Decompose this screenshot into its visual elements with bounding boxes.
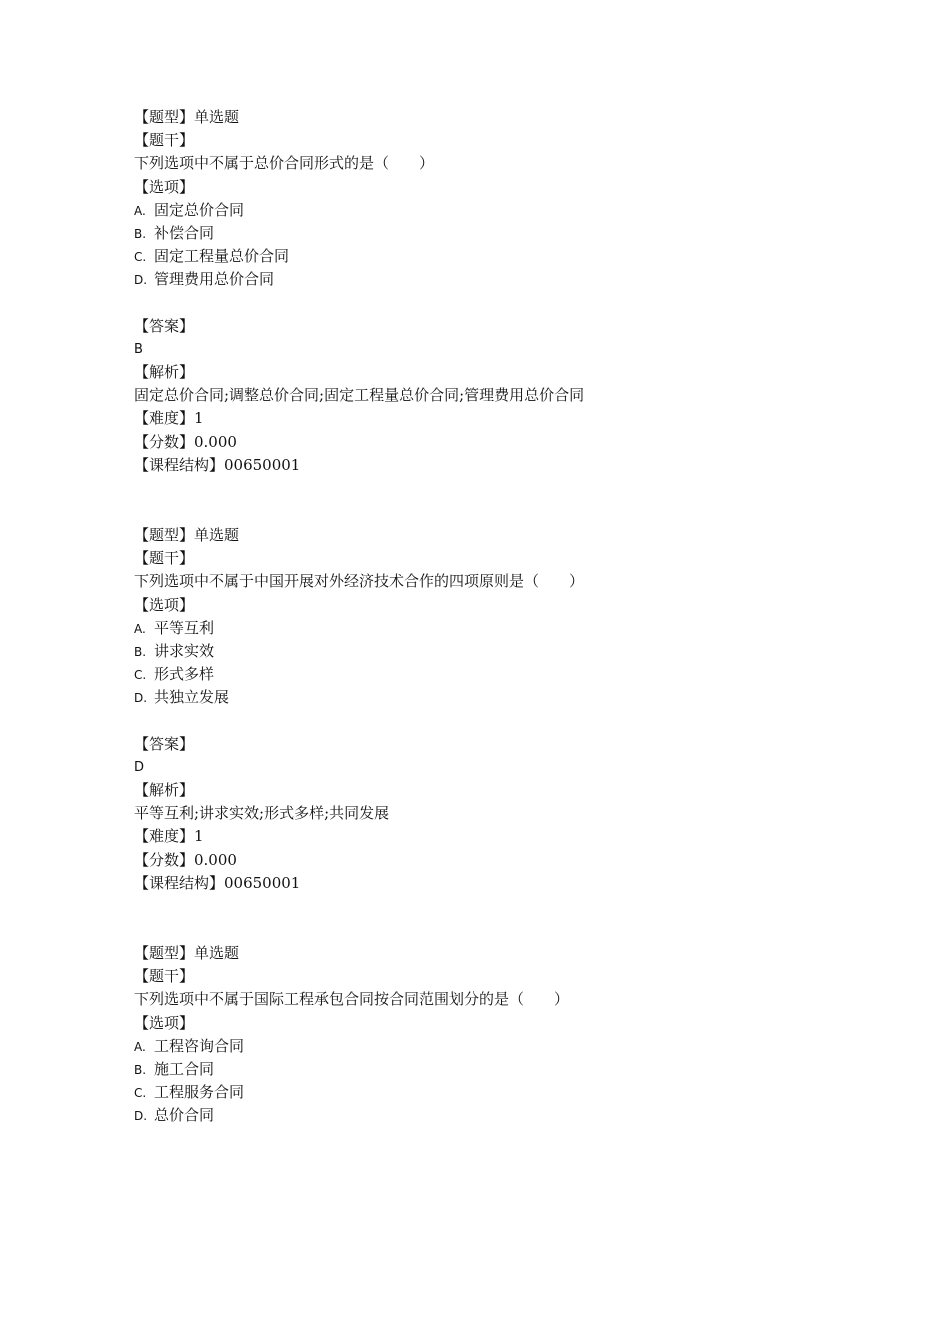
question-type: 【题型】单选题 — [134, 526, 240, 544]
question-stem: 下列选项中不属于中国开展对外经济技术合作的四项原则是（ ） — [134, 572, 585, 591]
option-text: 讲求实效 — [154, 641, 215, 660]
analysis-text: 平等互利;讲求实效;形式多样;共同发展 — [134, 804, 390, 823]
option-letter: A. — [134, 203, 146, 218]
option-letter: A. — [134, 1039, 146, 1054]
analysis-label: 【解析】 — [134, 781, 195, 800]
score: 【分数】0.000 — [134, 850, 237, 869]
analysis-label: 【解析】 — [134, 363, 195, 382]
option-b — [134, 1058, 834, 1081]
option-c — [134, 1081, 834, 1104]
question-block-1 — [134, 106, 834, 477]
answer-value: D — [134, 759, 145, 775]
difficulty: 【难度】1 — [134, 827, 204, 846]
spacer — [134, 710, 834, 733]
option-d — [134, 268, 834, 291]
option-text: 补偿合同 — [154, 223, 215, 242]
answer-value: B — [134, 341, 143, 357]
spacer — [134, 292, 834, 315]
stem-label: 【题干】 — [134, 131, 195, 150]
question-stem: 下列选项中不属于国际工程承包合同按合同范围划分的是（ ） — [134, 990, 570, 1009]
option-text: 平等互利 — [154, 618, 215, 637]
question-type: 【题型】单选题 — [134, 108, 240, 126]
option-text: 共独立发展 — [154, 688, 230, 707]
question-block-2 — [134, 524, 834, 895]
option-letter: C. — [134, 1086, 147, 1101]
difficulty: 【难度】1 — [134, 409, 204, 428]
option-letter: D. — [134, 273, 148, 288]
answer-label: 【答案】 — [134, 316, 195, 335]
analysis-text: 固定总价合同;调整总价合同;固定工程量总价合同;管理费用总价合同 — [134, 386, 585, 405]
option-text: 工程咨询合同 — [154, 1036, 245, 1055]
option-letter: C. — [134, 250, 147, 265]
option-b — [134, 222, 834, 245]
answer-label: 【答案】 — [134, 734, 195, 753]
option-letter: C. — [134, 668, 147, 683]
score: 【分数】0.000 — [134, 432, 237, 451]
option-d — [134, 1104, 834, 1127]
option-d — [134, 686, 834, 709]
options-label: 【选项】 — [134, 177, 195, 196]
option-a — [134, 1035, 834, 1058]
option-text: 固定总价合同 — [154, 200, 245, 219]
option-c — [134, 663, 834, 686]
stem-label: 【题干】 — [134, 967, 195, 986]
course-structure: 【课程结构】00650001 — [134, 455, 301, 474]
option-letter: B. — [134, 1062, 147, 1077]
option-letter: B. — [134, 644, 147, 659]
option-text: 施工合同 — [154, 1059, 215, 1078]
course-structure: 【课程结构】00650001 — [134, 873, 301, 892]
option-text: 管理费用总价合同 — [154, 270, 275, 289]
option-b — [134, 640, 834, 663]
option-text: 形式多样 — [154, 665, 215, 684]
question-block-3 — [134, 942, 834, 1128]
options-label: 【选项】 — [134, 1013, 195, 1032]
options-label: 【选项】 — [134, 595, 195, 614]
option-text: 总价合同 — [154, 1106, 215, 1125]
option-letter: D. — [134, 1109, 148, 1124]
option-a — [134, 199, 834, 222]
stem-label: 【题干】 — [134, 549, 195, 568]
option-text: 工程服务合同 — [154, 1083, 245, 1102]
option-c — [134, 245, 834, 268]
option-a — [134, 617, 834, 640]
option-letter: D. — [134, 691, 148, 706]
question-type: 【题型】单选题 — [134, 944, 240, 962]
option-text: 固定工程量总价合同 — [154, 247, 290, 266]
question-stem: 下列选项中不属于总价合同形式的是（ ） — [134, 154, 435, 173]
option-letter: A. — [134, 621, 146, 636]
option-letter: B. — [134, 226, 147, 241]
